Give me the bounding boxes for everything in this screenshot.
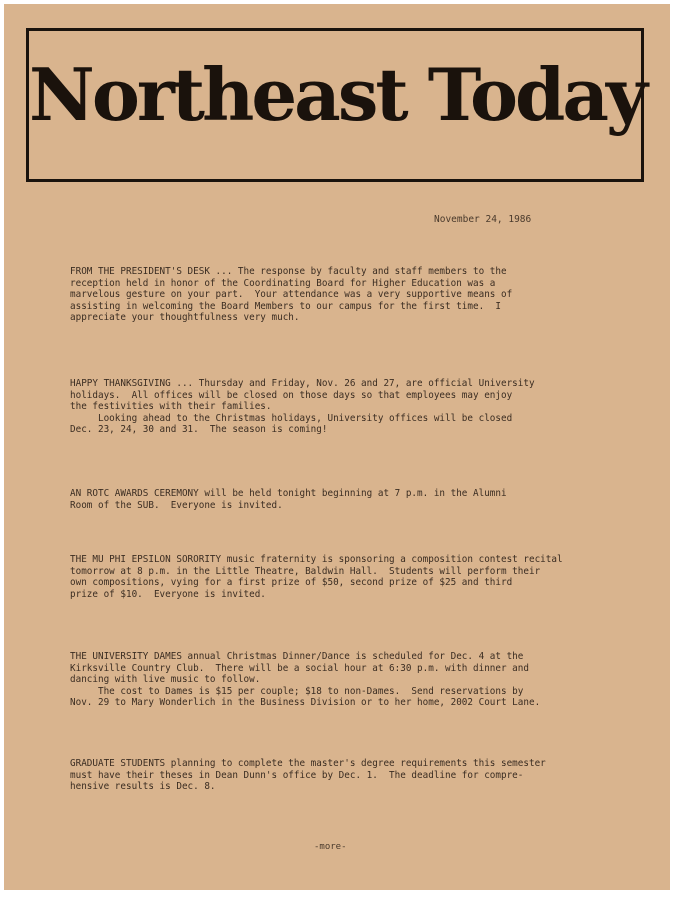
article-music-fraternity: THE MU PHI EPSILON SORORITY music fraternity is sponsoring a composition contest recital tomorrow at 8 p.m. in the Little Theatre, Baldwin Hall. Students will perform their own compositions, vying for a first prize of $50, second prize of $25 and third prize of $10. Everyone is invited. (70, 554, 563, 600)
article-university-dames: THE UNIVERSITY DAMES annual Christmas Dinner/Dance is scheduled for Dec. 4 at the Kirksville Country Club. There will be a social hour at 6:30 p.m. with dinner and dancing with live music to follow. The cost to Dames is $15 per couple; $18 to non-Dames. Send reservations by Nov. 29 to Mary Wonderlich in the Business Division or to her home, 2002 Court Lane. (70, 651, 541, 708)
article-thanksgiving: HAPPY THANKSGIVING ... Thursday and Friday, Nov. 26 and 27, are official University holidays. All offices will be closed on those days so that employees may enjoy the festivities with their families. Looking ahead to the Christmas holidays, University offices will be closed Dec. 23, 24, 30 and 31. The season is coming! (70, 378, 535, 435)
article-graduate-students: GRADUATE STUDENTS planning to complete the master's degree requirements this semester must have their theses in Dean Dunn's office by Dec. 1. The deadline for compre- hensive results is Dec. 8. (70, 758, 546, 792)
masthead-box (26, 28, 644, 182)
article-rotc-awards: AN ROTC AWARDS CEREMONY will be held tonight beginning at 7 p.m. in the Alumni Room of the SUB. Everyone is invited. (70, 488, 507, 511)
masthead-title: Northeast Today (29, 52, 645, 137)
more-indicator: -more- (314, 842, 347, 852)
newsletter-page (4, 4, 670, 890)
article-presidents-desk: FROM THE PRESIDENT'S DESK ... The response by faculty and staff members to the reception held in honor of the Coordinating Board for Higher Education was a marvelous gesture on your part. Your attendance was a very supportive means of assisting in welcoming the Board Members to our campus for the first time. I appreciate your thoughtfulness very much. (70, 266, 513, 323)
issue-date: November 24, 1986 (434, 214, 532, 225)
